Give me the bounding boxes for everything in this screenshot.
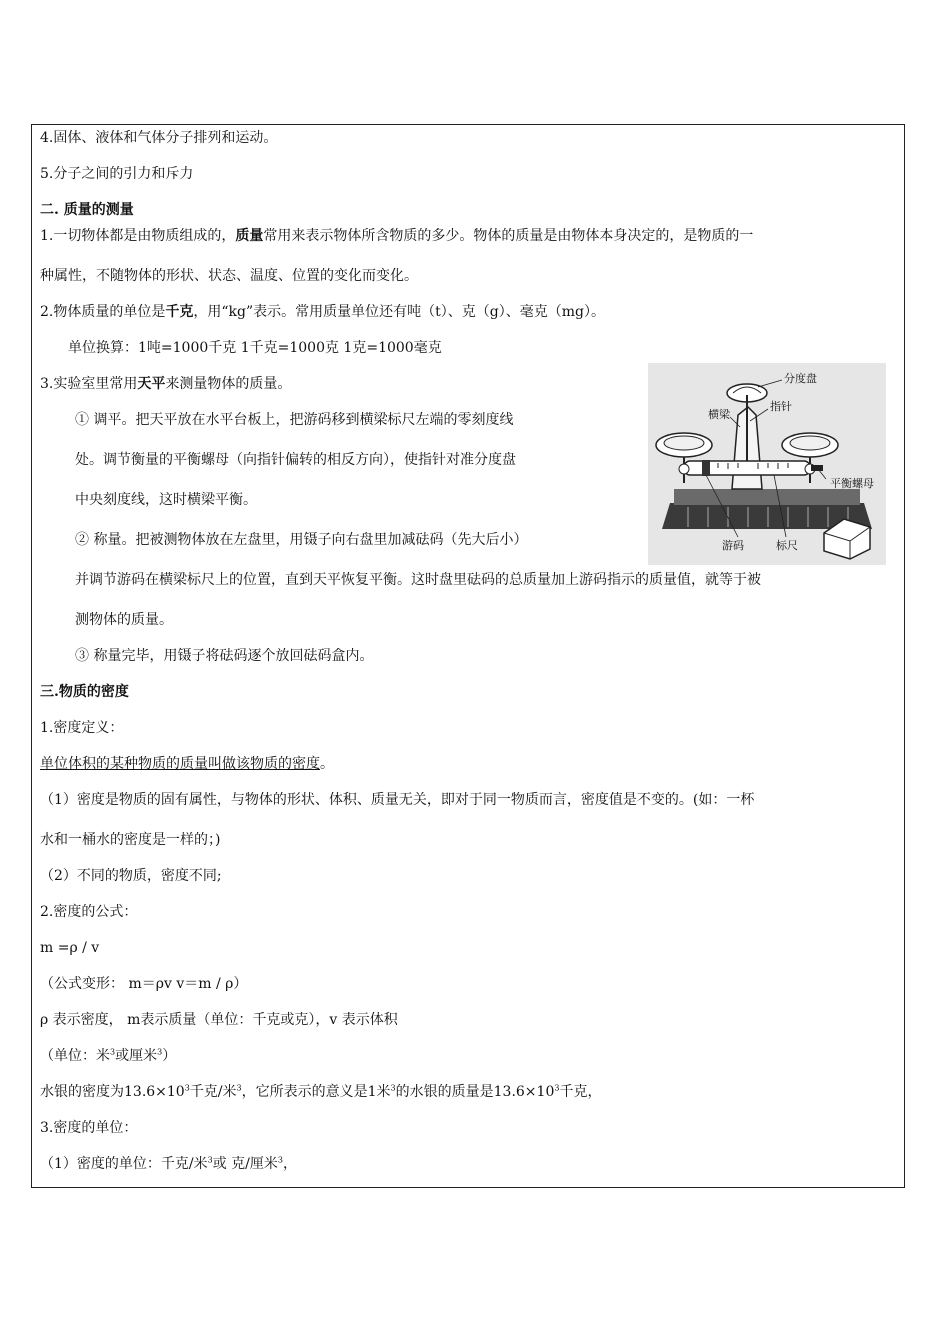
section-2-heading: 二. 质量的测量: [40, 202, 134, 218]
density-formula: m =ρ / v: [40, 940, 100, 956]
base-top: [674, 489, 860, 505]
mercury-example: 水银的密度为$13.6\times 10^3$千克/米$^3$，它所表示的意义是1米$^3$的水银的质量是$13.6\times 10^3$千克，: [40, 1083, 602, 1100]
step-2-line-1: ② 称量。把被测物体放在左盘里，用镊子向右盘里加减砝码（先大后小）: [75, 532, 528, 548]
density-note-2: （2）不同的物质，密度不同;: [40, 868, 222, 884]
section-3-heading: 三.物质的密度: [40, 684, 129, 700]
density-formula-title: 2.密度的公式：: [40, 904, 138, 920]
volume-units: （单位：米$^3$或厘米$^3$）: [40, 1047, 177, 1064]
step-1-line-1: ① 调平。把天平放在水平台板上，把游码移到横梁标尺左端的零刻度线: [75, 412, 514, 428]
density-units: （1）密度的单位：千克/米$^3$或 克/厘米$^3$，: [40, 1155, 297, 1172]
balance-nut: [811, 465, 823, 471]
formula-variants: （公式变形： m＝ρv v＝m / ρ）: [40, 976, 248, 992]
label-scale: 标尺: [776, 539, 798, 552]
label-nut: 平衡螺母: [830, 477, 874, 490]
step-1-line-2: 处。调节衡量的平衡螺母（向指针偏转的相反方向），使指针对准分度盘: [75, 452, 516, 468]
label-dial: 分度盘: [784, 372, 817, 385]
density-definition: 单位体积的某种物质的质量叫做该物质的密度。: [40, 756, 334, 772]
item-4: 4.固体、液体和气体分子排列和运动。: [40, 130, 278, 146]
balance-diagram: [648, 363, 886, 565]
paragraph-mass-definition-cont: 种属性，不随物体的形状、状态、温度、位置的变化而变化。: [40, 268, 418, 284]
density-definition-title: 1.密度定义：: [40, 720, 124, 736]
item-5: 5.分子之间的引力和斥力: [40, 166, 194, 182]
step-2-line-2: 并调节游码在横梁标尺上的位置，直到天平恢复平衡。这时盘里砝码的总质量加上游码指示的质量值，就等于被: [75, 572, 761, 588]
label-pointer: 指针: [770, 400, 792, 413]
step-1-line-3: 中央刻度线，这时横梁平衡。: [75, 492, 257, 508]
paragraph-mass-definition: 1.一切物体都是由物质组成的，质量常用来表示物体所含物质的多少。物体的质量是由物体本身决定的，是物质的一: [40, 228, 754, 244]
step-3: ③ 称量完毕，用镊子将砝码逐个放回砝码盒内。: [75, 648, 374, 664]
paragraph-mass-unit: 2.物体质量的单位是千克，用“kg”表示。常用质量单位还有吨（t）、克（g）、毫克（mg）。: [40, 304, 605, 320]
paragraph-balance: 3.实验室里常用天平来测量物体的质量。: [40, 376, 292, 392]
density-note-1: （1）密度是物质的固有属性，与物体的形状、体积、质量无关，即对于同一物质而言，密度值是不变的。(如：一杯: [40, 792, 755, 808]
unit-conversion: 单位换算：1吨=1000千克 1千克=1000克 1克=1000毫克: [68, 340, 442, 356]
step-2-line-3: 测物体的质量。: [75, 612, 173, 628]
label-rider: 游码: [722, 539, 744, 552]
symbol-legend: ρ 表示密度， m表示质量（单位：千克或克），v 表示体积: [40, 1012, 398, 1028]
rider: [702, 460, 710, 476]
label-beam: 横梁: [708, 408, 730, 421]
density-unit-title: 3.密度的单位：: [40, 1120, 138, 1136]
density-note-1-cont: 水和一桶水的密度是一样的；): [40, 832, 221, 848]
